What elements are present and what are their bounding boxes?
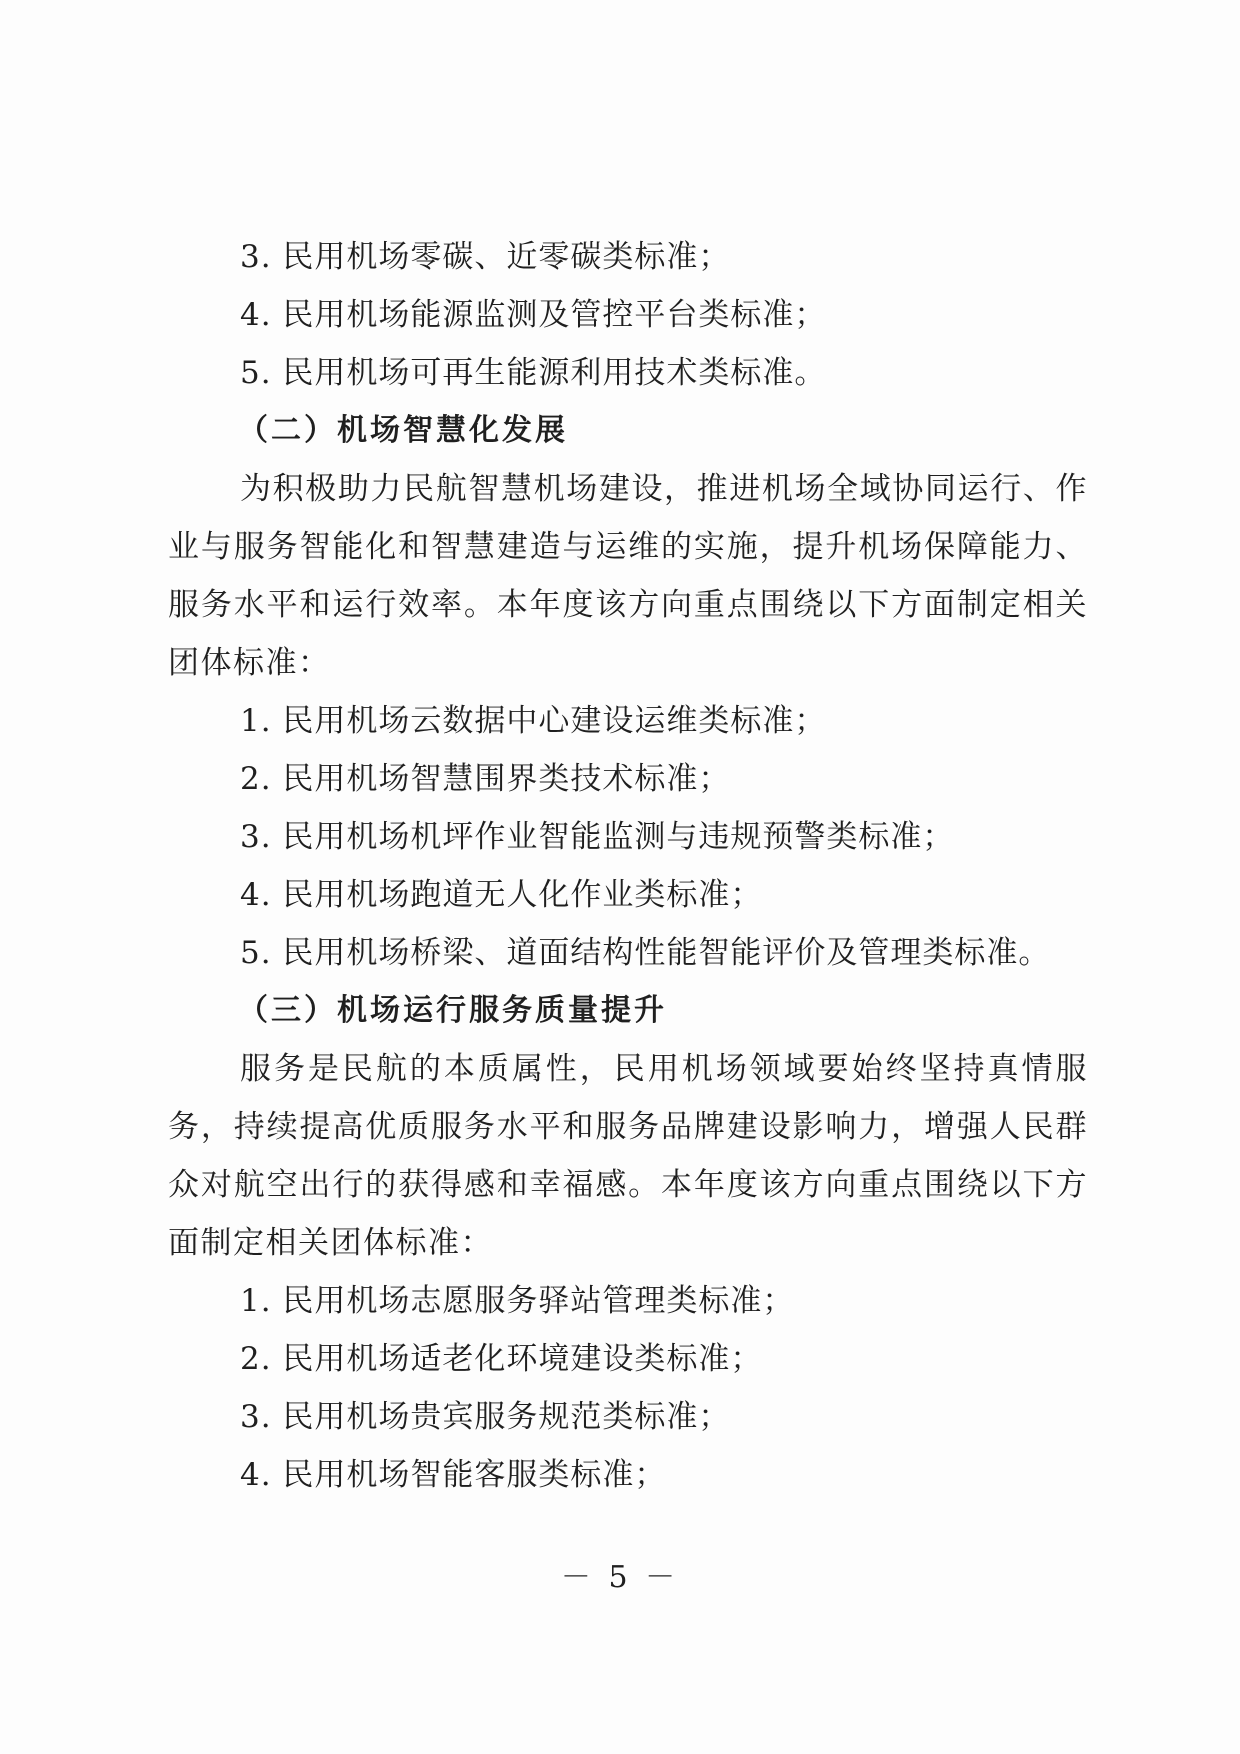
page-content [168,228,1088,1504]
list-item: 3. 民用机场机坪作业智能监测与违规预警类标准； [240,819,955,855]
list-item: 5. 民用机场可再生能源利用技术类标准。 [240,355,827,391]
list-item: 3. 民用机场零碳、近零碳类标准； [240,239,731,275]
section-heading-service-quality: （三）机场运行服务质量提升 [238,993,667,1028]
list-item: 2. 民用机场适老化环境建设类标准； [240,1341,763,1377]
section-heading-smart-development: （二）机场智慧化发展 [238,413,568,448]
section-paragraph: 服务是民航的本质属性，民用机场领域要始终坚持真情服务，持续提高优质服务水平和服务品牌建设影响力，增强人民群众对航空出行的获得感和幸福感。本年度该方向重点围绕以下方面制定相关团体标准： [168,1051,1088,1261]
list-item: 5. 民用机场桥梁、道面结构性能智能评价及管理类标准。 [240,935,1051,971]
page-number: － 5 － [560,1560,680,1595]
list-item: 4. 民用机场能源监测及管控平台类标准； [240,297,827,333]
list-item: 1. 民用机场志愿服务驿站管理类标准； [240,1283,795,1319]
section-paragraph: 为积极助力民航智慧机场建设，推进机场全域协同运行、作业与服务智能化和智慧建造与运维的实施，提升机场保障能力、服务水平和运行效率。本年度该方向重点围绕以下方面制定相关团体标准： [168,471,1088,681]
list-item: 4. 民用机场智能客服类标准； [240,1457,667,1493]
list-item: 2. 民用机场智慧围界类技术标准； [240,761,731,797]
list-item: 3. 民用机场贵宾服务规范类标准； [240,1399,731,1435]
list-item: 1. 民用机场云数据中心建设运维类标准； [240,703,827,739]
list-item: 4. 民用机场跑道无人化作业类标准； [240,877,763,913]
